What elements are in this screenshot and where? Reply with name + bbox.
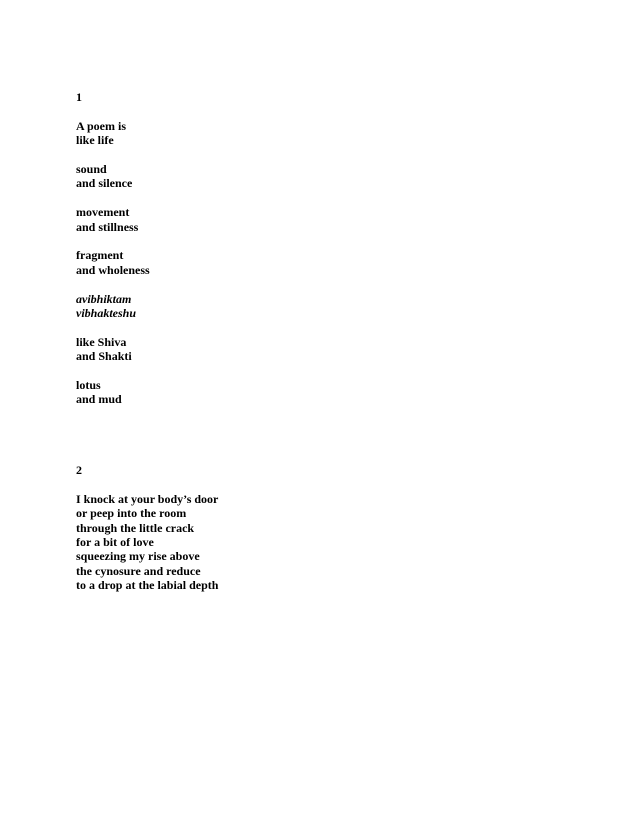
poem-line: or peep into the room bbox=[76, 506, 187, 521]
poem-line: like life bbox=[76, 133, 114, 148]
poem-2 bbox=[76, 463, 218, 593]
poem-number: 1 bbox=[76, 90, 82, 104]
poem-line: vibhakteshu bbox=[76, 306, 137, 321]
poem-line: like Shiva bbox=[76, 334, 127, 349]
poem-line: I knock at your body’s door bbox=[76, 491, 219, 506]
poem-line: the cynosure and reduce bbox=[76, 563, 201, 578]
stanza-gap bbox=[76, 148, 150, 162]
stanza bbox=[76, 162, 150, 191]
stanza bbox=[76, 119, 150, 148]
poem-line: and mud bbox=[76, 392, 122, 407]
poem-line: and Shakti bbox=[76, 349, 132, 364]
poem-line: lotus bbox=[76, 378, 101, 393]
stanza-gap bbox=[76, 320, 150, 334]
poem-line: sound bbox=[76, 162, 107, 176]
poem-1 bbox=[76, 90, 150, 407]
stanza bbox=[76, 378, 150, 407]
poem-stanzas bbox=[76, 104, 150, 406]
poem-line: avibhiktam bbox=[76, 291, 132, 306]
poem-number: 2 bbox=[76, 463, 82, 477]
stanza bbox=[76, 335, 150, 364]
stanza-gap bbox=[76, 234, 150, 248]
poem-line: A poem is bbox=[76, 118, 127, 133]
stanza bbox=[76, 205, 150, 234]
poem-line: and stillness bbox=[76, 219, 139, 234]
stanza-gap bbox=[76, 104, 150, 118]
stanza bbox=[76, 248, 150, 277]
poem-line: to a drop at the labial depth bbox=[76, 578, 219, 593]
poem-line: squeezing my rise above bbox=[76, 549, 200, 564]
poem-stanzas bbox=[76, 477, 218, 592]
poem-line: through the little crack bbox=[76, 520, 195, 535]
poem-line: movement bbox=[76, 205, 130, 220]
stanza-gap bbox=[76, 477, 218, 491]
stanza-gap bbox=[76, 191, 150, 205]
poem-line: for a bit of love bbox=[76, 535, 154, 550]
stanza bbox=[76, 292, 150, 321]
stanza bbox=[76, 492, 218, 593]
poem-line: and silence bbox=[76, 176, 133, 191]
stanza-gap bbox=[76, 364, 150, 378]
poem-line: fragment bbox=[76, 248, 124, 263]
poem-line: and wholeness bbox=[76, 262, 150, 277]
stanza-gap bbox=[76, 277, 150, 291]
